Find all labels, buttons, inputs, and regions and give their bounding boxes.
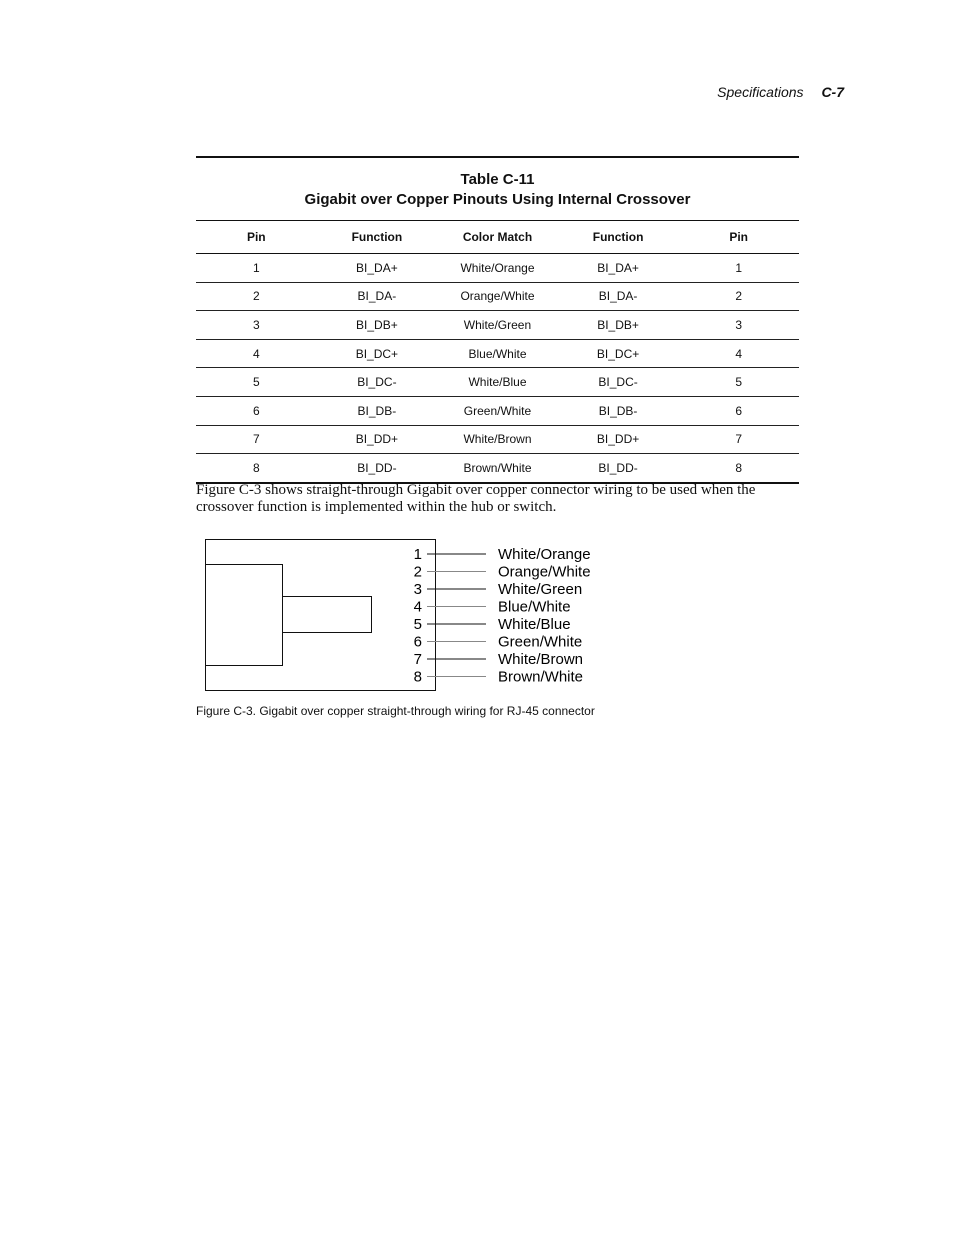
wire-color-label: White/Green (498, 581, 583, 598)
table-cell: BI_DA+ (558, 254, 679, 283)
header-function-right: Function (558, 221, 679, 254)
pin-number: 7 (413, 651, 422, 668)
table-cell: 6 (678, 396, 799, 425)
page-number: C-7 (821, 84, 844, 100)
table-number: Table C-11 (460, 171, 535, 188)
table-cell: BI_DA- (317, 282, 438, 311)
table-title: Gigabit over Copper Pinouts Using Internal Crossover (304, 191, 691, 208)
table-cell: Blue/White (437, 339, 558, 368)
table-cell: White/Brown (437, 425, 558, 454)
table-cell: 5 (678, 368, 799, 397)
table-cell: BI_DB+ (558, 311, 679, 340)
table-cell: White/Green (437, 311, 558, 340)
wire-color-label: Blue/White (498, 598, 571, 616)
table-caption (196, 158, 799, 220)
table-cell: Brown/White (437, 454, 558, 483)
table-cell: BI_DC- (317, 368, 438, 397)
pin-number: 4 (413, 598, 422, 616)
table-cell: 7 (678, 425, 799, 454)
table-row (196, 282, 799, 311)
table-cell: 1 (678, 254, 799, 283)
table-cell: White/Orange (437, 254, 558, 283)
table-cell: 1 (196, 254, 317, 283)
table-cell: BI_DB- (317, 396, 438, 425)
table-row (196, 454, 799, 483)
wire-color-label: Green/White (498, 633, 583, 651)
table-cell: BI_DB+ (317, 311, 438, 340)
table-row (196, 425, 799, 454)
table-cell: White/Blue (437, 368, 558, 397)
connector-latch (283, 597, 372, 633)
table-cell: Green/White (437, 396, 558, 425)
table-row (196, 254, 799, 283)
table-cell: BI_DC+ (558, 339, 679, 368)
intro-paragraph: Figure C-3 shows straight-through Gigabit over copper connector wiring to be used when the crossover function is implemented within the hub or switch. (196, 482, 756, 515)
table-cell: BI_DA+ (317, 254, 438, 283)
table-cell: BI_DD+ (558, 425, 679, 454)
table-cell: 8 (196, 454, 317, 483)
table-cell: 4 (678, 339, 799, 368)
wire-color-label: White/Blue (498, 616, 571, 633)
pin-number: 6 (413, 633, 422, 651)
pin-number: 5 (413, 616, 422, 633)
connector-outline (206, 540, 436, 691)
table-cell: 2 (196, 282, 317, 311)
section-title: Specifications (717, 84, 804, 100)
wire-rows (414, 546, 591, 686)
table-cell: Orange/White (437, 282, 558, 311)
wire-color-label: Brown/White (498, 668, 584, 686)
wire-color-label: White/Brown (498, 651, 584, 668)
table-row (196, 368, 799, 397)
wire-color-label: Orange/White (498, 563, 591, 581)
wire-color-label: White/Orange (498, 546, 591, 563)
table-cell: 7 (196, 425, 317, 454)
table-cell: BI_DC+ (317, 339, 438, 368)
pinout-table (196, 220, 799, 484)
table-cell: BI_DB- (558, 396, 679, 425)
figure-caption: Figure C-3. Gigabit over copper straight-through wiring for RJ-45 connector (196, 704, 595, 718)
header-color-match: Color Match (437, 221, 558, 254)
table-cell: 3 (196, 311, 317, 340)
table-cell: BI_DD+ (317, 425, 438, 454)
table-cell: 5 (196, 368, 317, 397)
header-pin-right: Pin (678, 221, 799, 254)
table-cell: 8 (678, 454, 799, 483)
pin-number: 8 (413, 668, 422, 686)
table-header-row (196, 221, 799, 254)
pin-number: 2 (413, 563, 422, 581)
header-function-left: Function (317, 221, 438, 254)
page-header (717, 84, 844, 100)
table-cell: 2 (678, 282, 799, 311)
header-pin-left: Pin (196, 221, 317, 254)
table-cell: 4 (196, 339, 317, 368)
pinout-table-block (196, 156, 799, 484)
table-row (196, 396, 799, 425)
rj45-wiring-diagram (196, 530, 616, 700)
table-cell: BI_DC- (558, 368, 679, 397)
table-row (196, 311, 799, 340)
table-row (196, 339, 799, 368)
table-cell: BI_DD- (317, 454, 438, 483)
table-cell: 3 (678, 311, 799, 340)
table-cell: BI_DD- (558, 454, 679, 483)
connector-body (206, 565, 283, 666)
pin-number: 3 (413, 581, 422, 598)
pin-number: 1 (413, 546, 422, 563)
table-cell: BI_DA- (558, 282, 679, 311)
table-cell: 6 (196, 396, 317, 425)
